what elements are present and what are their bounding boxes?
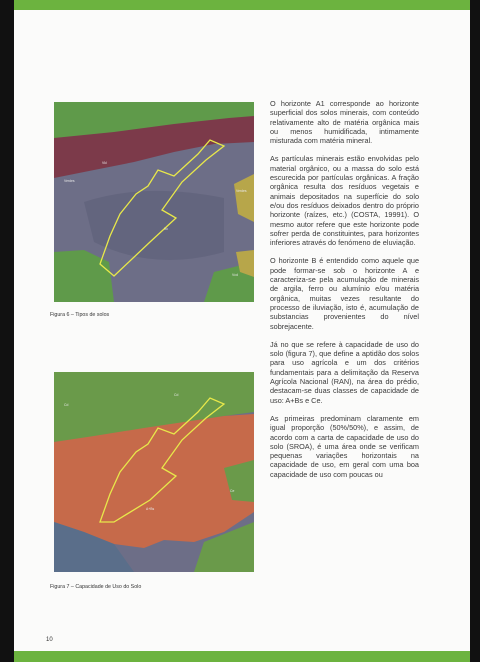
paragraph: As primeiras predominam claramente em igual proporção (50%/50%), e assim, de acordo com a carta de capacidade de uso do solo (SROA), é uma área onde se verificam pequenas variações horizontais na capacidade de uso, em geral com uma boa capacidade de uso com poucas ou [270, 413, 419, 479]
paragraph: O horizonte A1 corresponde ao horizonte superficial dos solos minerais, com conteúdo relativamente alto de matéria orgânica mais ou menos humidificada, intimamente misturada com matéria mineral. [270, 99, 419, 146]
svg-text:Cd: Cd [64, 403, 69, 407]
soil-types-map [54, 102, 254, 302]
document-page [14, 0, 470, 662]
svg-text:Vc: Vc [164, 227, 168, 231]
page-number: 10 [46, 637, 53, 643]
paragraph: As partículas minerais estão envolvidas pelo material orgânico, ou a massa do solo está escurecida por partículas orgânicas. A fração orgânica resulta dos resíduos vegetais e animais depositados na superfície do solo e/ou dos resíduos deixados dentro do próprio horizonte (raízes, etc.) (COSTA, 19991). O mesmo autor refere que este horizonte pode sofrer perda de constituintes, para horizontes inferiores através do fenómeno de eluviação. [270, 154, 419, 248]
body-text-column [270, 99, 419, 488]
paragraph: O horizonte B é entendido como aquele que pode formar-se sob o horizonte A e caracteriza-se pela acumulação de minerais de argila, ferro ou alumínio e/ou matéria orgânica, muitas vezes resultante do processo de iluviação, isto é, acumulação de substancias provenientes do nível sobrejacente. [270, 256, 419, 331]
svg-text:Vkl: Vkl [102, 161, 107, 165]
bottom-accent-bar [14, 651, 470, 662]
figure-6-caption: Figura 6 – Tipos de solos [50, 312, 110, 318]
svg-text:Verdes: Verdes [64, 179, 75, 183]
figure-7-caption: Figura 7 – Capacidade de Uso do Solo [50, 584, 142, 590]
svg-text:Cd: Cd [174, 393, 179, 397]
land-capacity-map-graphic [54, 372, 254, 572]
paragraph: Já no que se refere à capacidade de uso do solo (figura 7), que define a aptidão dos solos para uso agrícola e um dos critérios fundamentais para a delimitação da Reserva Agrícola Nacional (RAN), na área do prédio, destacam-se duas classes de capacidade de uso: A+Bs e Ce. [270, 339, 419, 405]
top-accent-bar [14, 0, 470, 10]
svg-text:Vcd: Vcd [232, 273, 238, 277]
svg-text:A+Bs: A+Bs [146, 507, 155, 511]
land-capacity-map [54, 372, 254, 572]
svg-text:Ce: Ce [230, 489, 235, 493]
soil-types-map-graphic [54, 102, 254, 302]
svg-text:Verdes: Verdes [236, 189, 247, 193]
